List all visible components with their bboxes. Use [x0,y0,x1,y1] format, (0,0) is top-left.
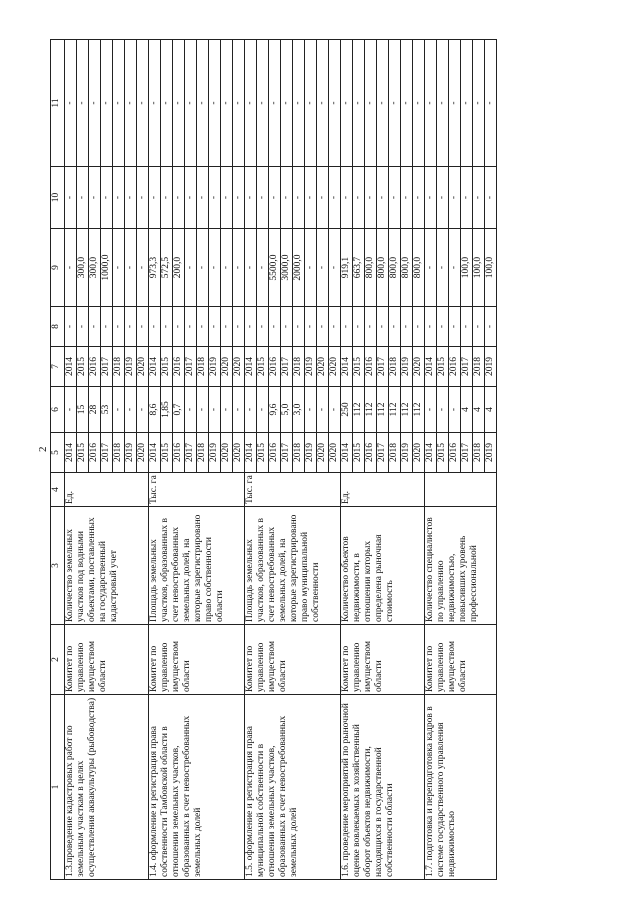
value-cell: - [65,40,77,167]
value-cell: 2017 [101,347,113,387]
program-table [50,39,497,880]
value-cell: 2016 [89,347,101,387]
value-cell: - [185,167,197,229]
indicator-cell: Количество объектов недвижимости, в отношении которых определена рыночная стоимость [341,507,425,625]
unit-cell: Ед. [65,473,149,507]
activity-cell: 1.7. подготовка и переподготовка кадров в системе государственного управления недвижимостью [425,695,497,880]
value-cell: 2000,0 [293,229,305,307]
value-cell: - [461,40,473,167]
value-cell: - [365,167,377,229]
executor-cell: Комитет по управлению имуществом области [65,625,149,695]
value-cell: - [233,167,245,229]
value-cell: - [245,40,257,167]
value-cell: 3,0 [293,387,305,433]
value-cell: - [89,167,101,229]
value-cell: - [401,307,413,347]
value-cell: - [185,387,197,433]
value-cell: 2015 [77,347,89,387]
value-cell: 2020 [137,347,149,387]
value-cell: - [137,307,149,347]
unit-cell: Тыс. га [245,473,341,507]
value-cell: 2017 [185,347,197,387]
value-cell: - [437,387,449,433]
value-cell: - [425,307,437,347]
value-cell: 250 [341,387,353,433]
value-cell: - [485,40,497,167]
value-cell: 2019 [209,347,221,387]
value-cell: 973,3 [149,229,161,307]
value-cell: - [437,229,449,307]
value-cell: - [149,167,161,229]
value-cell: - [389,167,401,229]
value-cell: 2016 [365,347,377,387]
value-cell: - [257,387,269,433]
value-cell: 2020 [221,347,233,387]
value-cell: 1000,0 [101,229,113,307]
value-cell: - [473,40,485,167]
value-cell: 112 [413,387,425,433]
value-cell: 800,0 [389,229,401,307]
value-cell: - [185,229,197,307]
value-cell: - [221,167,233,229]
value-cell: 663,7 [353,229,365,307]
value-cell: - [437,40,449,167]
value-cell: - [473,167,485,229]
value-cell: - [173,167,185,229]
value-cell: 2017 [281,347,293,387]
value-cell: 2020 [317,347,329,387]
value-cell: - [353,307,365,347]
value-cell: 2020 [233,433,245,473]
value-cell: - [425,229,437,307]
col-header: 4 [51,473,65,507]
value-cell: - [305,387,317,433]
value-cell: 2015 [161,347,173,387]
value-cell: 2020 [329,433,341,473]
value-cell: - [413,307,425,347]
executor-cell: Комитет по управлению имуществом области [425,625,497,695]
col-header: 5 [51,433,65,473]
value-cell: - [89,307,101,347]
value-cell: - [185,307,197,347]
value-cell: 800,0 [413,229,425,307]
value-cell: 9,6 [269,387,281,433]
value-cell: 1,85 [161,387,173,433]
value-cell: - [377,40,389,167]
value-cell: - [317,229,329,307]
value-cell: 100,0 [473,229,485,307]
value-cell: - [113,167,125,229]
value-cell: - [197,167,209,229]
value-cell: - [113,307,125,347]
value-cell: 2014 [149,433,161,473]
value-cell: 2018 [473,433,485,473]
value-cell: - [101,40,113,167]
value-cell: 2018 [293,347,305,387]
value-cell: - [101,307,113,347]
value-cell: 0,7 [173,387,185,433]
value-cell: - [149,307,161,347]
indicator-cell: Площадь земельных участков, образованных в счет невостребованных земельных долей, на которые зарегистрировано право собственности области [149,507,245,625]
value-cell: - [113,387,125,433]
value-cell: 2014 [149,347,161,387]
value-cell: - [413,40,425,167]
value-cell: - [449,387,461,433]
value-cell: 800,0 [401,229,413,307]
executor-cell: Комитет по управлению имуществом области [341,625,425,695]
value-cell: 2016 [449,433,461,473]
value-cell: - [233,229,245,307]
value-cell: - [125,167,137,229]
value-cell: - [317,167,329,229]
value-cell: 112 [389,387,401,433]
value-cell: - [377,307,389,347]
value-cell: - [101,167,113,229]
value-cell: - [389,307,401,347]
value-cell: - [281,167,293,229]
page-number: 2 [37,446,49,452]
value-cell: 2015 [257,433,269,473]
value-cell: - [209,387,221,433]
value-cell: - [125,229,137,307]
value-cell: - [161,307,173,347]
value-cell: - [209,307,221,347]
activity-cell: 1.3.проведение кадастровых работ по земельным участкам в целях осуществления аквакультуры (рыбоводства) [65,695,149,880]
value-cell: 2015 [353,433,365,473]
value-cell: 112 [365,387,377,433]
table-row [149,40,161,880]
value-cell: - [449,167,461,229]
activity-cell: 1.6. проведение мероприятий по рыночной оценке вовлекаемых в хозяйственный оборот объектов недвижимости, находящихся в государственной собственности области [341,695,425,880]
value-cell: - [197,40,209,167]
value-cell: 2020 [233,347,245,387]
value-cell: - [269,40,281,167]
value-cell: - [173,307,185,347]
value-cell: 2019 [209,433,221,473]
value-cell: 2015 [257,347,269,387]
value-cell: - [401,40,413,167]
value-cell: 15 [77,387,89,433]
value-cell: 2019 [125,347,137,387]
value-cell: - [245,307,257,347]
value-cell: 53 [101,387,113,433]
value-cell: - [197,387,209,433]
value-cell: 2016 [89,433,101,473]
value-cell: 2016 [365,433,377,473]
value-cell: 2017 [377,433,389,473]
value-cell: - [305,307,317,347]
value-cell: 2019 [305,347,317,387]
value-cell: - [77,40,89,167]
value-cell: 2016 [449,347,461,387]
value-cell: - [281,40,293,167]
value-cell: - [401,167,413,229]
value-cell: 100,0 [461,229,473,307]
value-cell: 2014 [65,433,77,473]
value-cell: 2017 [461,433,473,473]
value-cell: 2017 [281,433,293,473]
value-cell: 2018 [197,347,209,387]
value-cell: - [389,40,401,167]
value-cell: - [137,167,149,229]
value-cell: 2015 [161,433,173,473]
value-cell: - [329,167,341,229]
value-cell: 2020 [413,347,425,387]
value-cell: 2015 [77,433,89,473]
value-cell: 200,0 [173,229,185,307]
value-cell: - [209,40,221,167]
unit-cell [425,473,497,507]
value-cell: 28 [89,387,101,433]
col-header: 11 [51,40,65,167]
value-cell: - [257,307,269,347]
value-cell: 100,0 [485,229,497,307]
value-cell: 2019 [401,433,413,473]
value-cell: - [281,307,293,347]
activity-cell: 1.5. оформление и регистрация права муниципальной собственности в отношении земельных участков, образованных в счет невостребованных земельных долей [245,695,341,880]
value-cell: - [317,40,329,167]
value-cell: - [305,167,317,229]
value-cell: - [161,40,173,167]
value-cell: 2014 [245,347,257,387]
value-cell: 2020 [329,347,341,387]
value-cell: 2015 [437,433,449,473]
value-cell: 2017 [377,347,389,387]
col-header: 8 [51,307,65,347]
value-cell: - [269,307,281,347]
value-cell: 4 [485,387,497,433]
value-cell: - [233,387,245,433]
col-header: 1 [51,695,65,880]
value-cell: - [425,40,437,167]
value-cell: - [365,307,377,347]
value-cell: 2020 [137,433,149,473]
value-cell: - [341,307,353,347]
unit-cell: Ед. [341,473,425,507]
value-cell: 2017 [101,433,113,473]
value-cell: 2018 [113,433,125,473]
value-cell: 2019 [125,433,137,473]
value-cell: - [269,167,281,229]
value-cell: 2014 [425,433,437,473]
value-cell: 2018 [473,347,485,387]
value-cell: 4 [473,387,485,433]
value-cell: - [293,167,305,229]
value-cell: 2014 [341,433,353,473]
value-cell: 112 [377,387,389,433]
col-header: 9 [51,229,65,307]
table-row [341,40,353,880]
value-cell: 2020 [317,433,329,473]
value-cell: 2020 [221,433,233,473]
indicator-cell: Количество земельных участков под водными объектами, поставленных на государственный кадастровый учет [65,507,149,625]
value-cell: 2016 [269,433,281,473]
value-cell: - [293,307,305,347]
value-cell: 2015 [437,347,449,387]
value-cell: - [305,40,317,167]
value-cell: 919,1 [341,229,353,307]
value-cell: - [221,229,233,307]
value-cell: - [365,40,377,167]
col-header: 3 [51,507,65,625]
value-cell: - [257,167,269,229]
value-cell: 2018 [389,433,401,473]
value-cell: 2018 [389,347,401,387]
value-cell: - [197,307,209,347]
value-cell: 2017 [461,347,473,387]
table-row [425,40,437,880]
value-cell: 2016 [173,433,185,473]
value-cell: 3000,0 [281,229,293,307]
col-header: 6 [51,387,65,433]
value-cell: - [257,40,269,167]
value-cell: - [245,229,257,307]
value-cell: - [137,229,149,307]
value-cell: 300,0 [77,229,89,307]
unit-cell: Тыс. га [149,473,245,507]
value-cell: - [65,387,77,433]
value-cell: - [233,307,245,347]
value-cell: - [245,167,257,229]
value-cell: - [137,40,149,167]
value-cell: 5500,0 [269,229,281,307]
value-cell: - [353,40,365,167]
value-cell: - [161,167,173,229]
value-cell: - [449,229,461,307]
value-cell: 2014 [341,347,353,387]
value-cell: 2014 [425,347,437,387]
value-cell: - [341,167,353,229]
value-cell: - [113,229,125,307]
value-cell: - [293,40,305,167]
value-cell: - [221,40,233,167]
value-cell: - [173,40,185,167]
value-cell: - [65,167,77,229]
value-cell: - [137,387,149,433]
value-cell: - [77,307,89,347]
value-cell: - [473,307,485,347]
value-cell: - [329,387,341,433]
activity-cell: 1.4. оформление и регистрация права собственности Тамбовской области в отношении земельных участков, образованных в счет невостребованных земельных долей [149,695,245,880]
value-cell: - [413,167,425,229]
value-cell: - [329,40,341,167]
value-cell: 300,0 [89,229,101,307]
value-cell: - [485,307,497,347]
value-cell: 112 [401,387,413,433]
value-cell: 2015 [353,347,365,387]
value-cell: - [221,307,233,347]
header-row [51,40,65,880]
value-cell: - [125,307,137,347]
table-row [245,40,257,880]
value-cell: - [437,307,449,347]
col-header: 10 [51,167,65,229]
value-cell: - [485,167,497,229]
value-cell: - [305,229,317,307]
value-cell: 2016 [173,347,185,387]
value-cell: - [329,307,341,347]
value-cell: - [125,387,137,433]
table-body [65,40,497,880]
value-cell: 112 [353,387,365,433]
value-cell: - [233,40,245,167]
value-cell: - [437,167,449,229]
indicator-cell: Площадь земельных участков, образованных в счет невостребованных земельных долей, на которые зарегистрировано право муниципальной собственности [245,507,341,625]
col-header: 2 [51,625,65,695]
value-cell: 2019 [485,433,497,473]
value-cell: 2018 [197,433,209,473]
value-cell: - [425,167,437,229]
col-header: 7 [51,347,65,387]
value-cell: 2019 [401,347,413,387]
value-cell: - [125,40,137,167]
value-cell: - [113,40,125,167]
value-cell: - [245,387,257,433]
value-cell: - [461,167,473,229]
value-cell: - [317,387,329,433]
value-cell: - [149,40,161,167]
indicator-cell: Количество специалистов по управлению недвижимостью, повысивших уровень профессиональной [425,507,497,625]
value-cell: - [77,167,89,229]
value-cell: 2020 [413,433,425,473]
value-cell: - [221,387,233,433]
value-cell: - [65,307,77,347]
value-cell: - [449,307,461,347]
value-cell: - [353,167,365,229]
executor-cell: Комитет по управлению имуществом области [245,625,341,695]
value-cell: 800,0 [365,229,377,307]
value-cell: - [425,387,437,433]
value-cell: 2018 [113,347,125,387]
value-cell: - [341,40,353,167]
value-cell: - [377,167,389,229]
value-cell: - [65,229,77,307]
value-cell: - [209,167,221,229]
value-cell: 5,0 [281,387,293,433]
table-row [65,40,77,880]
value-cell: 2014 [65,347,77,387]
value-cell: 2019 [485,347,497,387]
value-cell: - [209,229,221,307]
value-cell: 2014 [245,433,257,473]
value-cell: 8,6 [149,387,161,433]
value-cell: 800,0 [377,229,389,307]
value-cell: - [461,307,473,347]
value-cell: - [257,229,269,307]
value-cell: - [317,307,329,347]
rotated-table-container [50,40,640,880]
value-cell: 2018 [293,433,305,473]
value-cell: 2019 [305,433,317,473]
value-cell: - [329,229,341,307]
value-cell: - [185,40,197,167]
value-cell: - [197,229,209,307]
value-cell: 2016 [269,347,281,387]
value-cell: 2017 [185,433,197,473]
value-cell: 572,5 [161,229,173,307]
executor-cell: Комитет по управлению имуществом области [149,625,245,695]
value-cell: 4 [461,387,473,433]
value-cell: - [89,40,101,167]
value-cell: - [449,40,461,167]
